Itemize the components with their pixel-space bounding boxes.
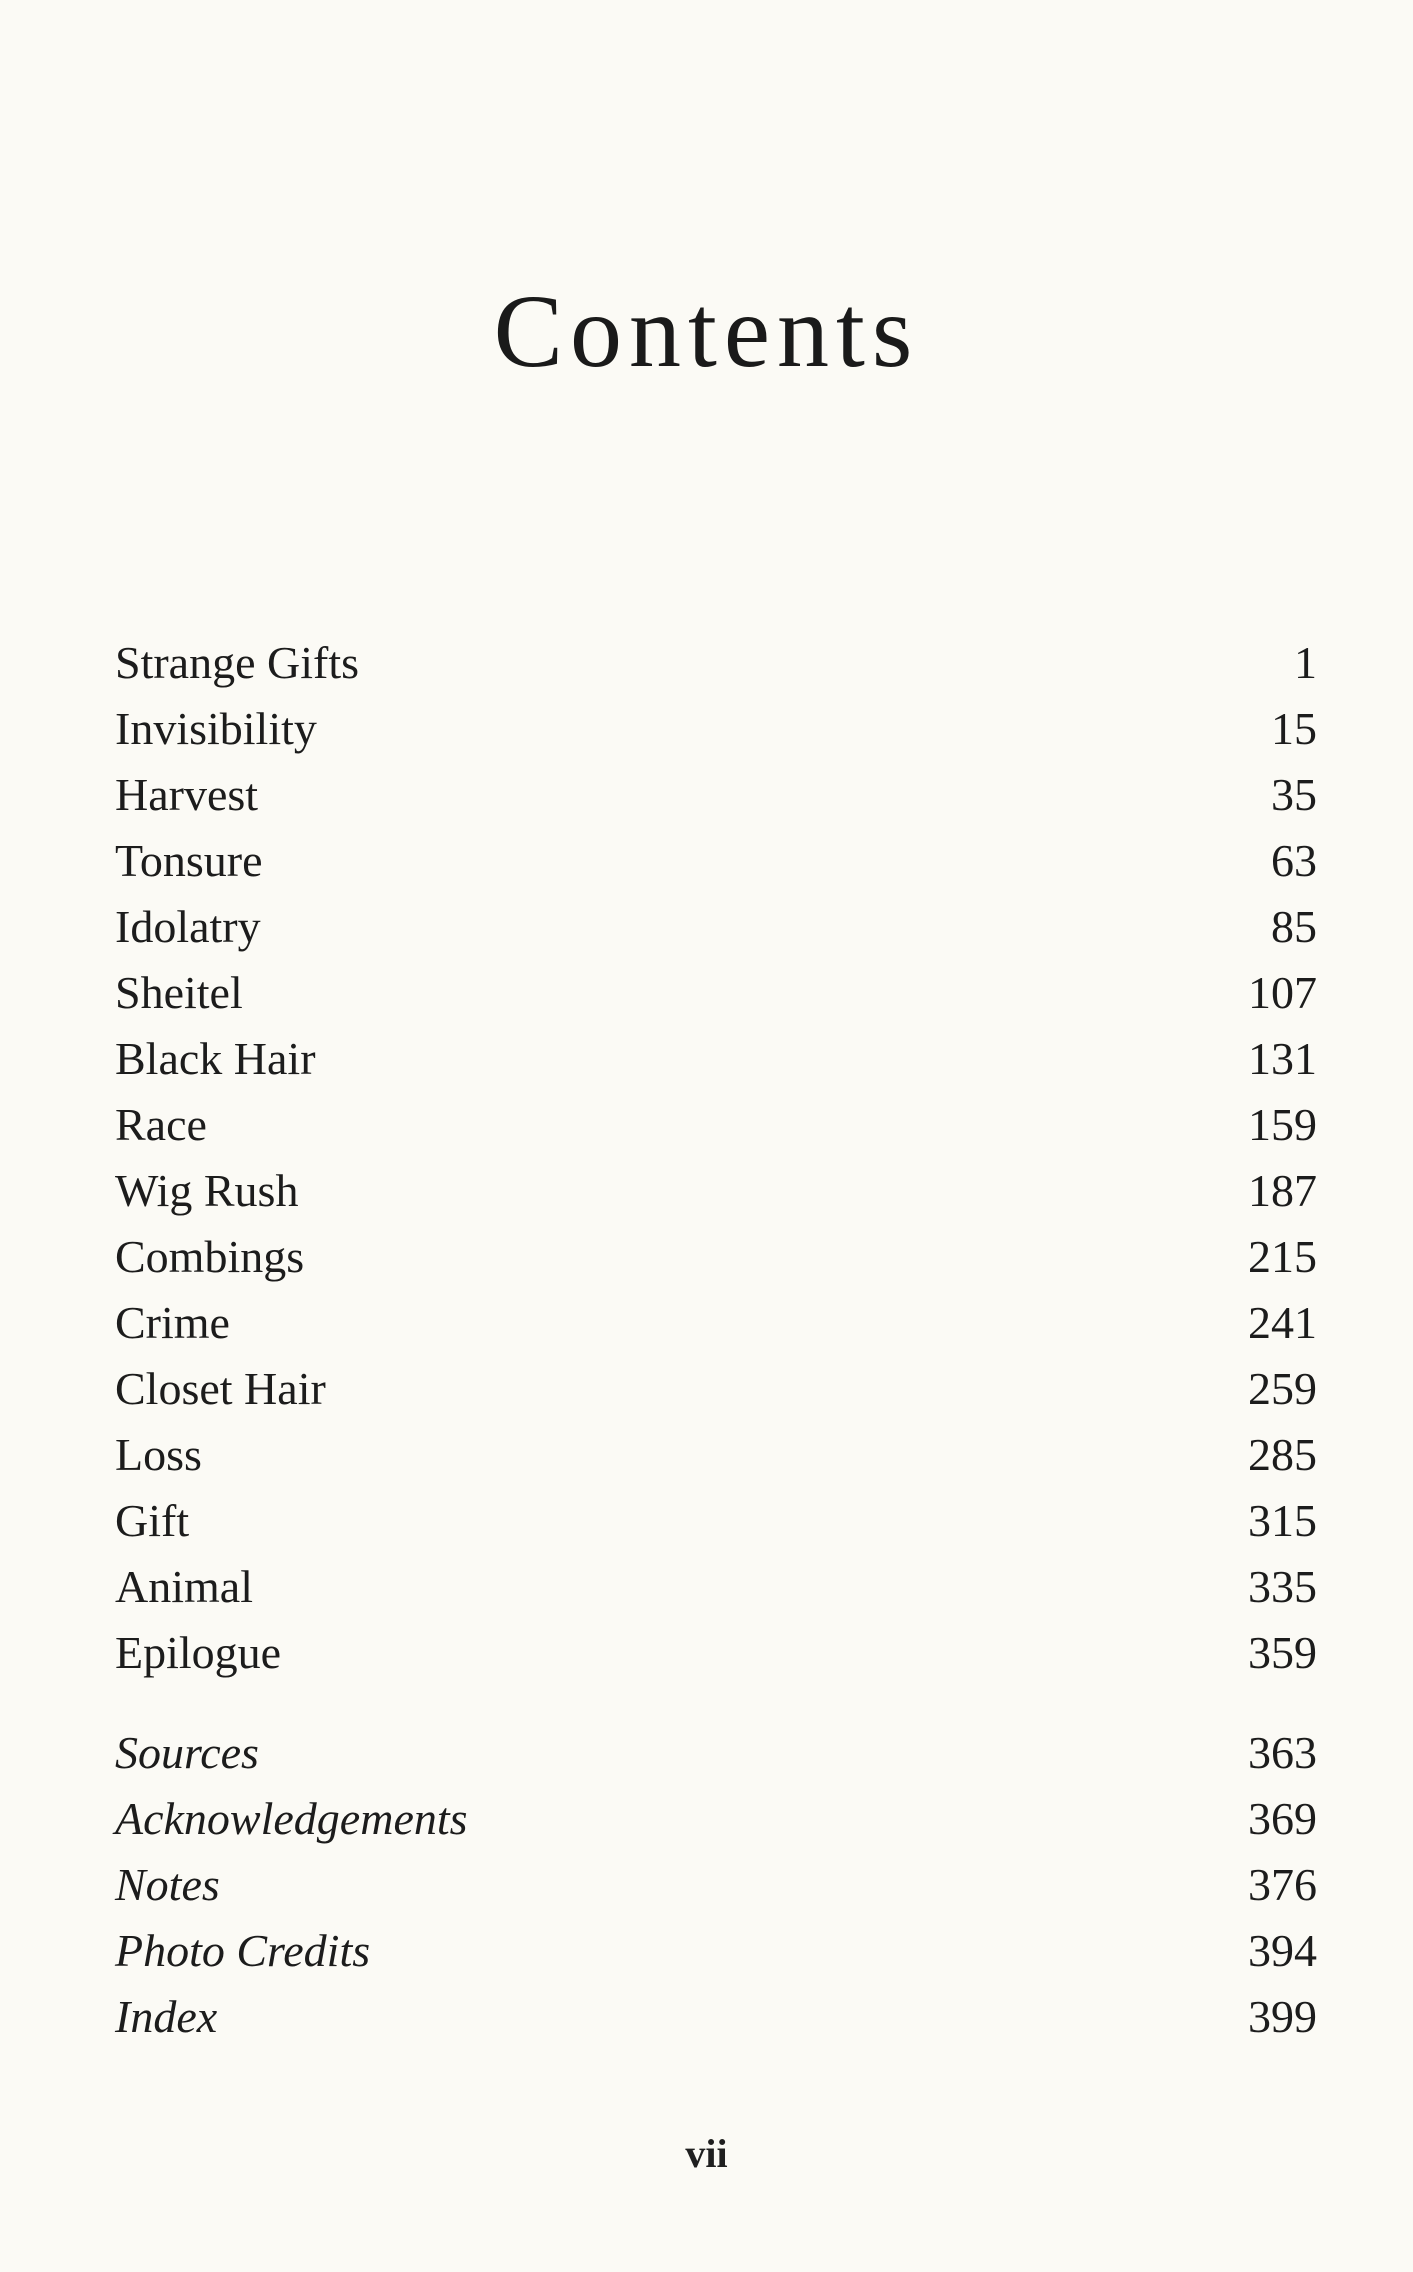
chapter-page: 315: [1248, 1495, 1317, 1546]
toc-entry: [115, 1554, 1317, 1620]
chapter-title: Idolatry: [115, 901, 261, 952]
toc-entry: [115, 762, 1317, 828]
back-matter-title: Index: [115, 1991, 218, 2042]
chapter-page: 1: [1294, 637, 1317, 688]
chapter-page: 259: [1248, 1363, 1317, 1414]
toc-entry: [115, 1984, 1317, 2050]
chapter-title: Animal: [115, 1561, 253, 1612]
chapter-title: Tonsure: [115, 835, 263, 886]
toc-entry: [115, 1852, 1317, 1918]
back-matter-page: 376: [1248, 1859, 1317, 1910]
chapter-page: 107: [1248, 967, 1317, 1018]
chapter-title: Crime: [115, 1297, 230, 1348]
chapter-title: Closet Hair: [115, 1363, 326, 1414]
chapter-page: 187: [1248, 1165, 1317, 1216]
toc-entry: [115, 696, 1317, 762]
chapter-title: Loss: [115, 1429, 202, 1480]
back-matter-page: 369: [1248, 1793, 1317, 1844]
back-matter-list: [115, 1720, 1317, 2050]
toc-entry: [115, 1620, 1317, 1686]
toc-entry: [115, 1918, 1317, 1984]
chapter-page: 285: [1248, 1429, 1317, 1480]
chapter-page: 359: [1248, 1627, 1317, 1678]
back-matter-title: Notes: [115, 1859, 220, 1910]
chapter-page: 15: [1271, 703, 1317, 754]
back-matter-title: Photo Credits: [115, 1925, 371, 1976]
back-matter-page: 399: [1248, 1991, 1317, 2042]
toc-entry: [115, 1092, 1317, 1158]
page-folio: vii: [685, 2131, 728, 2176]
chapter-title: Harvest: [115, 769, 259, 820]
chapter-page: 159: [1248, 1099, 1317, 1150]
toc-entry: [115, 1422, 1317, 1488]
back-matter-page: 394: [1248, 1925, 1317, 1976]
chapter-page: 131: [1248, 1033, 1317, 1084]
chapter-list: [115, 630, 1317, 1686]
back-matter-title: Acknowledgements: [115, 1793, 468, 1844]
toc-entry: [115, 1290, 1317, 1356]
toc-entry: [115, 894, 1317, 960]
toc-entry: [115, 960, 1317, 1026]
toc-entry: [115, 1224, 1317, 1290]
chapter-page: 241: [1248, 1297, 1317, 1348]
chapter-page: 35: [1271, 769, 1317, 820]
chapter-title: Wig Rush: [115, 1165, 299, 1216]
toc-entry: [115, 1786, 1317, 1852]
chapter-title: Invisibility: [115, 703, 317, 754]
chapter-title: Sheitel: [115, 967, 243, 1018]
chapter-page: 63: [1271, 835, 1317, 886]
toc-entry: [115, 1026, 1317, 1092]
toc-entry: [115, 1158, 1317, 1224]
chapter-title: Black Hair: [115, 1033, 316, 1084]
chapter-title: Strange Gifts: [115, 637, 360, 688]
chapter-title: Epilogue: [115, 1627, 282, 1678]
chapter-title: Combings: [115, 1231, 305, 1282]
toc-entry: [115, 630, 1317, 696]
back-matter-title: Sources: [115, 1727, 259, 1778]
chapter-title: Race: [115, 1099, 207, 1150]
toc-entry: [115, 1488, 1317, 1554]
page-title: Contents: [493, 274, 920, 389]
chapter-page: 335: [1248, 1561, 1317, 1612]
toc-entry: [115, 1720, 1317, 1786]
chapter-page: 85: [1271, 901, 1317, 952]
toc-entry: [115, 828, 1317, 894]
chapter-title: Gift: [115, 1495, 190, 1546]
chapter-page: 215: [1248, 1231, 1317, 1282]
back-matter-page: 363: [1248, 1727, 1317, 1778]
toc-entry: [115, 1356, 1317, 1422]
